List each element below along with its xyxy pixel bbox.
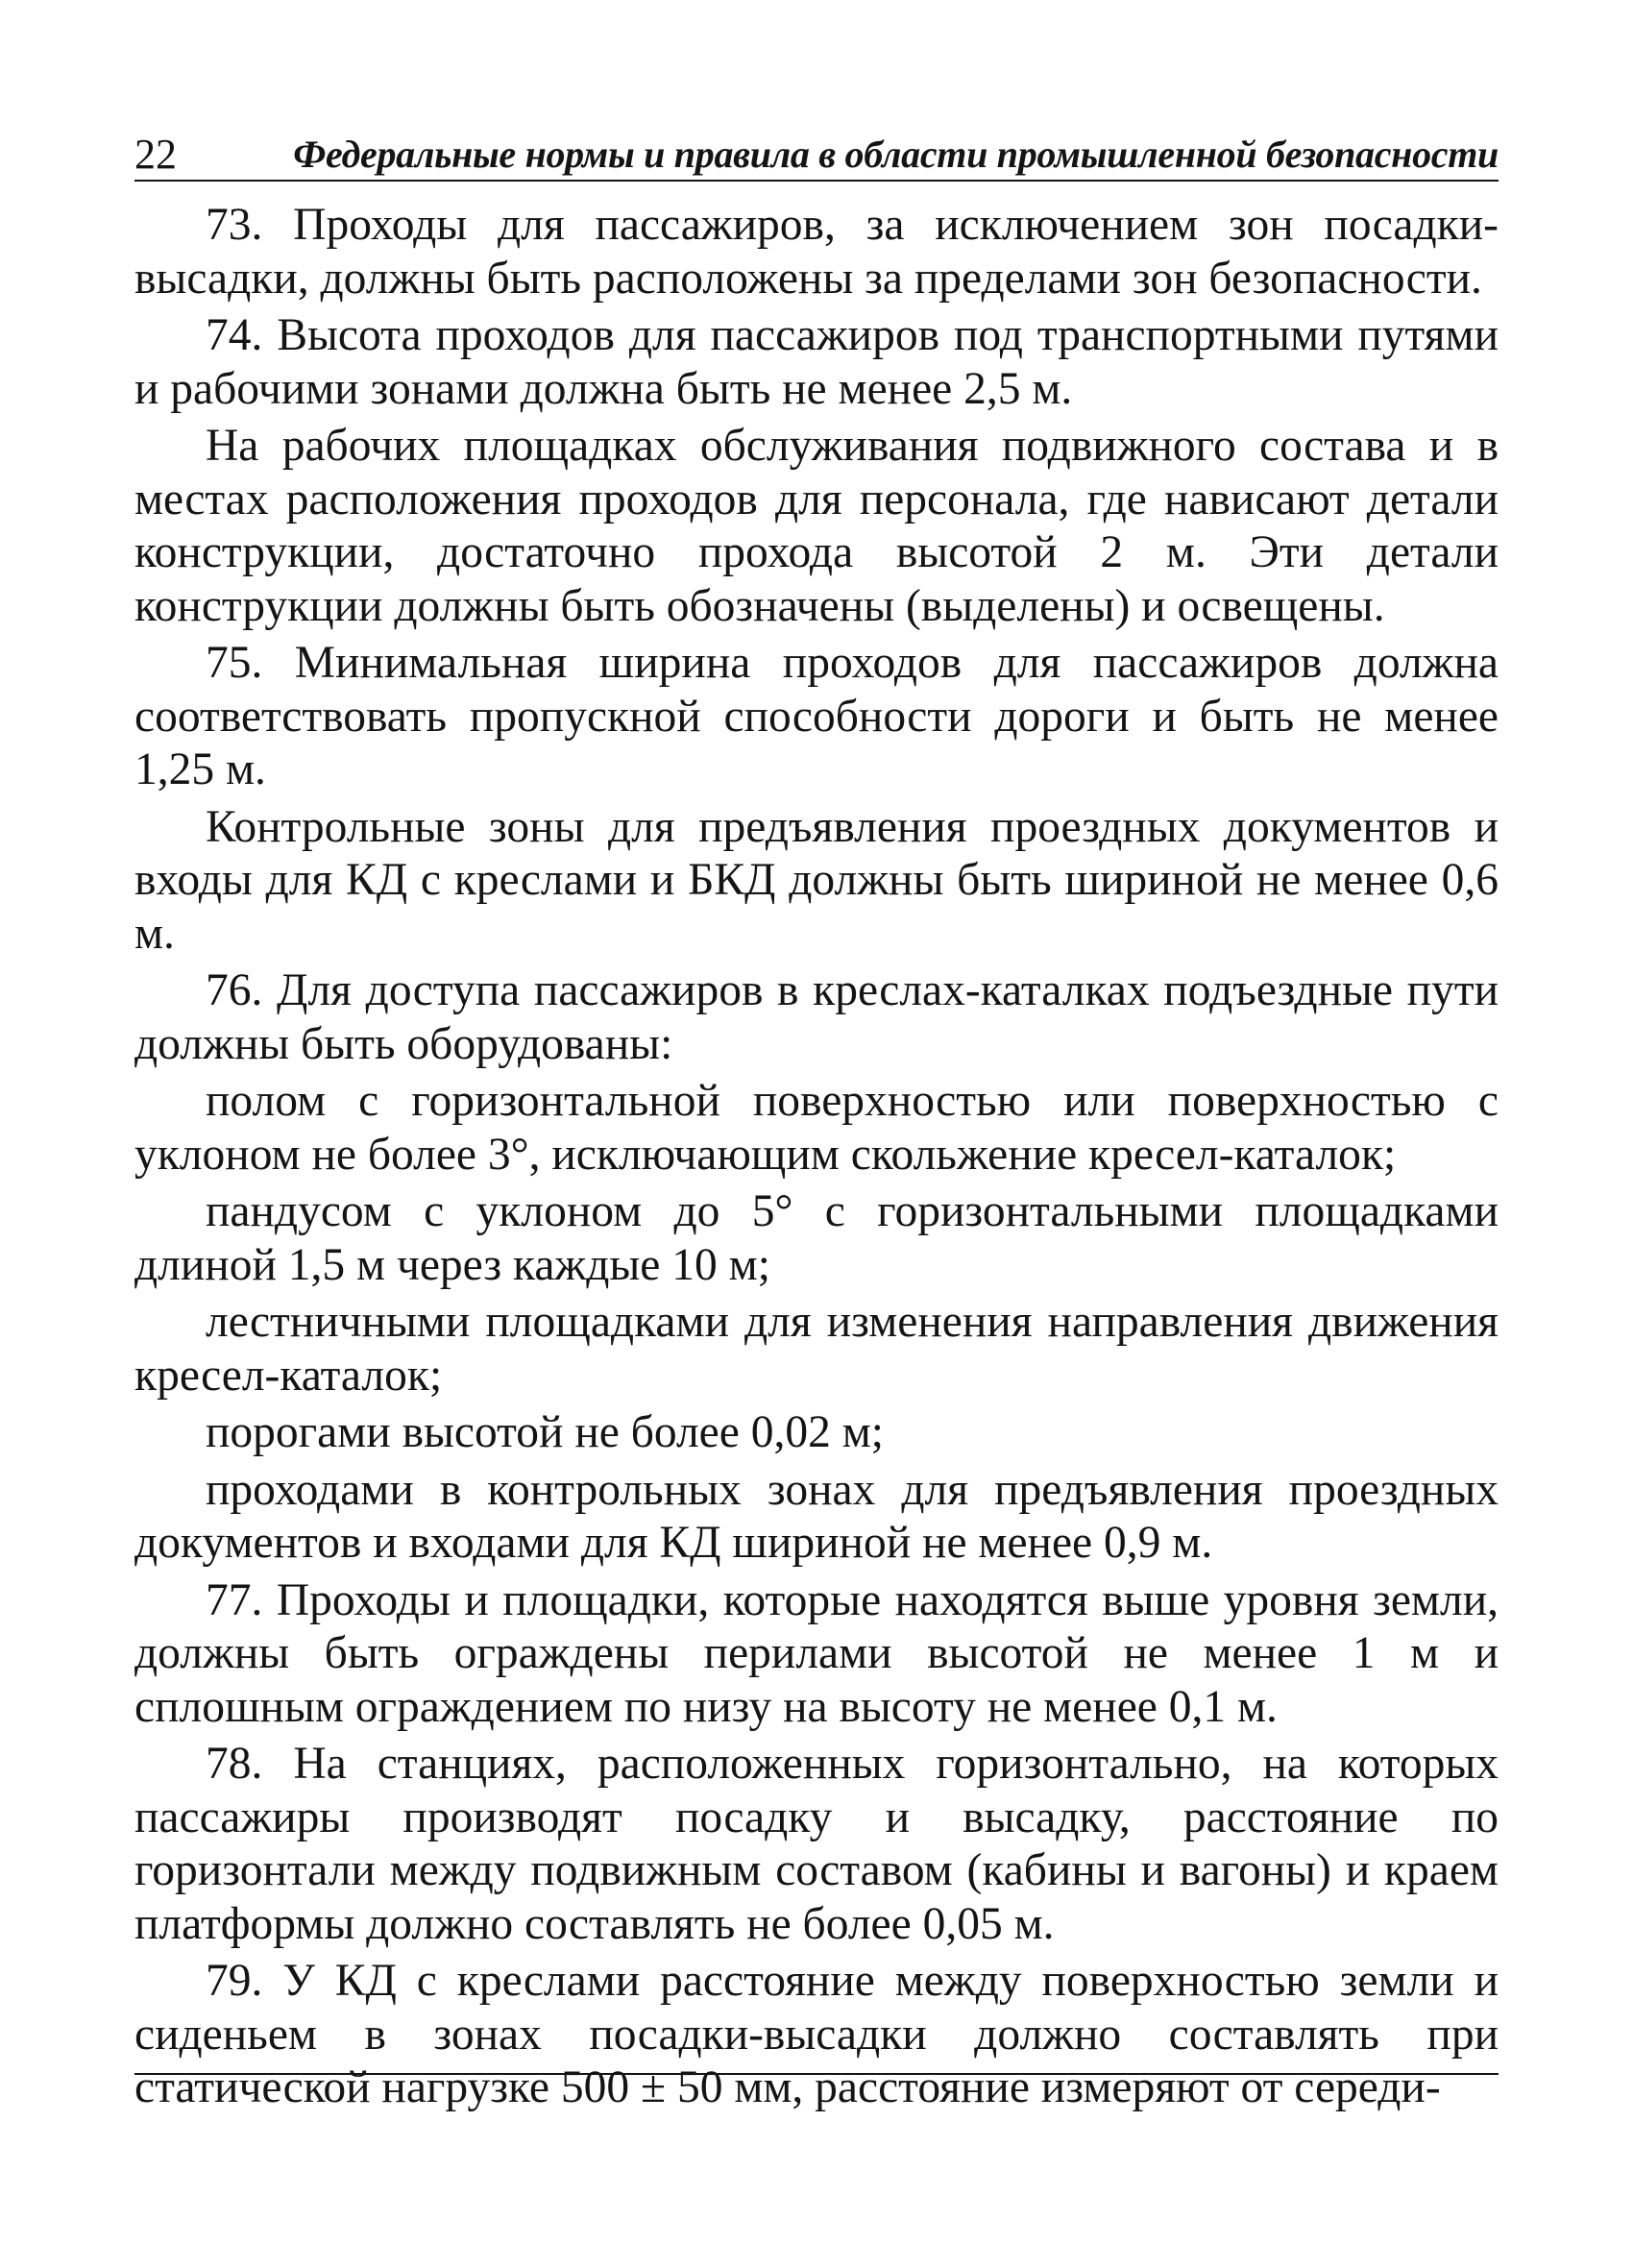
page-header — [134, 120, 1499, 182]
paragraph-78: 78. На станциях, расположенных горизонтально, на которых пассажиры производят посадку и высадку, расстояние по горизонтали между подвижным составом (кабины и вагоны) и краем платформы должно составлять не более 0,05 м. — [134, 1739, 1499, 1949]
list-item-landings: лестничными площадками для изменения направления движения кресел-каталок; — [134, 1297, 1499, 1401]
footer-rule — [134, 2073, 1499, 2075]
page-body — [134, 199, 1499, 2115]
list-item-ramp: пандусом с уклоном до 5° с горизонтальными площадками длиной 1,5 м через каждые 10 м; — [134, 1186, 1499, 1290]
list-item-floor: полом с горизонтальной поверхностью или поверхностью с уклоном не более 3°, исключающим скольжение кресел-каталок; — [134, 1076, 1499, 1180]
page-number: 22 — [134, 131, 177, 178]
list-item-passages: проходами в контрольных зонах для предъявления проездных документов и входами для КД шириной не менее 0,9 м. — [134, 1464, 1499, 1568]
paragraph-77: 77. Проходы и площадки, которые находятся выше уровня земли, должны быть ограждены перилами высотой не менее 1 м и сплошным ограждением по низу на высоту не менее 0,1 м. — [134, 1574, 1499, 1732]
running-title: Федеральные нормы и правила в области промышленной безопасности — [293, 133, 1499, 176]
paragraph-76: 76. Для доступа пассажиров в креслах-каталках подъездные пути должны быть оборудованы: — [134, 965, 1499, 1069]
list-item-thresholds: порогами высотой не более 0,02 м; — [206, 1407, 884, 1457]
document-page — [134, 120, 1499, 2115]
paragraph-74-workplaces: На рабочих площадках обслуживания подвижного состава и в местах расположения проходов для персонала, где нависают детали конструкции, достаточно прохода высотой 2 м. Эти детали конструкции должны быть обозначены (выделены) и освещены. — [134, 421, 1499, 631]
paragraph-74: 74. Высота проходов для пассажиров под транспортными путями и рабочими зонами должна быть не менее 2,5 м. — [134, 310, 1499, 414]
paragraph-75-control-zones: Контрольные зоны для предъявления проездных документов и входы для КД с креслами и БКД должны быть шириной не менее 0,6 м. — [134, 801, 1499, 959]
paragraph-73: 73. Проходы для пассажиров, за исключением зон посадки-высадки, должны быть расположены за пределами зон безопасности. — [134, 200, 1499, 304]
paragraph-79: 79. У КД с креслами расстояние между поверхностью земли и сиденьем в зонах посадки-высадки должно составлять при статической нагрузке 500 ± 50 мм, расстояние измеряют от середи- — [134, 1956, 1499, 2112]
paragraph-75: 75. Минимальная ширина проходов для пассажиров должна соответствовать пропускной способности дороги и быть не менее 1,25 м. — [134, 638, 1499, 794]
